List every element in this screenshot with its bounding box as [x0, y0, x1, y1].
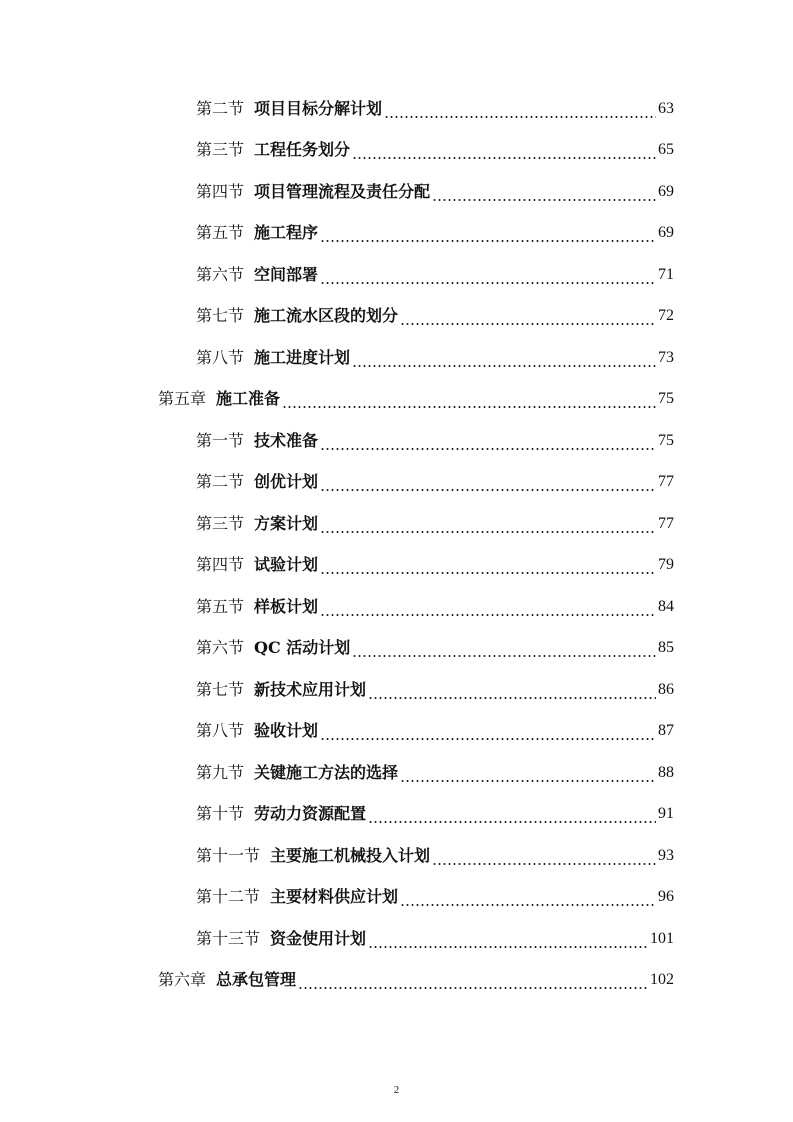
toc-entry-page: 75	[658, 431, 674, 449]
toc-entry-title: 样板计划	[254, 596, 319, 616]
toc-entry[interactable]	[0, 254, 674, 296]
toc-leader-dots	[320, 489, 656, 491]
toc-entry-title: 总承包管理	[216, 970, 297, 990]
toc-entry-title: 试验计划	[254, 555, 319, 575]
toc-entry-page: 84	[658, 597, 674, 615]
toc-entry-number: 第五节	[196, 596, 245, 616]
toc-entry[interactable]	[0, 835, 674, 877]
toc-entry[interactable]	[0, 586, 674, 628]
toc-entry[interactable]	[0, 171, 674, 213]
toc-entry[interactable]	[0, 918, 674, 960]
page-number: 2	[393, 1084, 400, 1096]
toc-entry-page: 85	[658, 639, 674, 657]
toc-leader-dots	[320, 738, 656, 740]
toc-entry-title: 主要施工机械投入计划	[270, 845, 431, 865]
toc-leader-dots	[400, 780, 656, 782]
toc-entry[interactable]	[0, 669, 674, 711]
toc-entry-number: 第二节	[196, 98, 245, 118]
toc-entry-title: 工程任务划分	[254, 140, 351, 160]
toc-entry-page: 86	[658, 680, 674, 698]
toc-entry-page: 69	[658, 182, 674, 200]
toc-entry-page: 88	[658, 763, 674, 781]
toc-entry-title: 关键施工方法的选择	[254, 762, 399, 782]
toc-entry[interactable]	[0, 130, 674, 172]
toc-leader-dots	[384, 116, 656, 118]
toc-entry-number: 第四节	[196, 181, 245, 201]
table-of-contents	[0, 88, 793, 1001]
toc-entry-title: 主要材料供应计划	[270, 887, 399, 907]
toc-leader-dots	[400, 904, 656, 906]
toc-entry-number: 第五节	[196, 223, 245, 243]
toc-leader-dots	[368, 946, 648, 948]
toc-entry-page: 101	[650, 929, 674, 947]
toc-entry-title: 项目管理流程及责任分配	[254, 181, 431, 201]
toc-leader-dots	[320, 531, 656, 533]
toc-entry-page: 65	[658, 141, 674, 159]
toc-entry-title: 新技术应用计划	[254, 679, 367, 699]
toc-entry-number: 第六节	[196, 638, 245, 658]
toc-entry-number: 第七节	[196, 679, 245, 699]
toc-entry-page: 79	[658, 556, 674, 574]
toc-entry-number: 第七节	[196, 306, 245, 326]
toc-entry[interactable]	[0, 628, 674, 670]
toc-entry-page: 72	[658, 307, 674, 325]
toc-entry-number: 第十一节	[196, 845, 261, 865]
toc-entry-page: 93	[658, 846, 674, 864]
toc-entry[interactable]	[0, 711, 674, 753]
toc-entry-number: 第十三节	[196, 928, 261, 948]
toc-entry-title: 施工准备	[216, 389, 281, 409]
toc-entry-number: 第八节	[196, 721, 245, 741]
toc-leader-dots	[298, 987, 648, 989]
toc-leader-dots	[320, 240, 656, 242]
toc-leader-dots	[400, 323, 656, 325]
toc-entry[interactable]	[0, 88, 674, 130]
toc-entry-title: 资金使用计划	[270, 928, 367, 948]
toc-entry[interactable]	[0, 503, 674, 545]
toc-entry-title: 验收计划	[254, 721, 319, 741]
toc-entry-page: 77	[658, 514, 674, 532]
toc-leader-dots	[352, 157, 656, 159]
toc-entry[interactable]	[0, 296, 674, 338]
toc-entry-page: 96	[658, 888, 674, 906]
toc-entry-page: 75	[658, 390, 674, 408]
toc-entry-page: 91	[658, 805, 674, 823]
toc-entry-number: 第一节	[196, 430, 245, 450]
toc-entry-number: 第九节	[196, 762, 245, 782]
toc-leader-dots	[368, 697, 656, 699]
toc-leader-dots	[432, 863, 656, 865]
toc-entry-title: 施工流水区段的划分	[254, 306, 399, 326]
toc-leader-dots	[320, 448, 656, 450]
toc-entry[interactable]	[0, 420, 674, 462]
toc-entry-title: 空间部署	[254, 264, 319, 284]
toc-entry[interactable]	[0, 545, 674, 587]
toc-entry-number: 第二节	[196, 472, 245, 492]
toc-entry-number: 第十二节	[196, 887, 261, 907]
toc-entry-page: 87	[658, 722, 674, 740]
toc-entry-number: 第五章	[158, 389, 207, 409]
toc-leader-dots	[352, 655, 656, 657]
toc-entry[interactable]	[0, 960, 674, 1002]
toc-entry-page: 71	[658, 265, 674, 283]
toc-entry-number: 第六节	[196, 264, 245, 284]
toc-entry-number: 第六章	[158, 970, 207, 990]
toc-entry-title: 劳动力资源配置	[254, 804, 367, 824]
toc-entry-title: 创优计划	[254, 472, 319, 492]
toc-entry[interactable]	[0, 877, 674, 919]
toc-entry-title: QC 活动计划	[254, 638, 351, 658]
toc-entry-title: 施工进度计划	[254, 347, 351, 367]
toc-entry-page: 73	[658, 348, 674, 366]
toc-entry[interactable]	[0, 462, 674, 504]
toc-leader-dots	[282, 406, 656, 408]
toc-entry-title: 方案计划	[254, 513, 319, 533]
toc-entry-page: 63	[658, 99, 674, 117]
toc-entry[interactable]	[0, 794, 674, 836]
toc-entry[interactable]	[0, 379, 674, 421]
toc-entry-number: 第三节	[196, 140, 245, 160]
toc-leader-dots	[320, 282, 656, 284]
toc-entry-number: 第三节	[196, 513, 245, 533]
toc-entry-page: 69	[658, 224, 674, 242]
toc-entry-number: 第八节	[196, 347, 245, 367]
toc-entry-title: 施工程序	[254, 223, 319, 243]
toc-leader-dots	[320, 614, 656, 616]
toc-entry-title: 项目目标分解计划	[254, 98, 383, 118]
toc-entry-title: 技术准备	[254, 430, 319, 450]
toc-entry-page: 102	[650, 971, 674, 989]
toc-entry-page: 77	[658, 473, 674, 491]
toc-entry[interactable]	[0, 337, 674, 379]
toc-entry[interactable]	[0, 752, 674, 794]
toc-leader-dots	[352, 365, 656, 367]
toc-leader-dots	[368, 821, 656, 823]
toc-leader-dots	[320, 572, 656, 574]
toc-entry-number: 第四节	[196, 555, 245, 575]
toc-entry[interactable]	[0, 213, 674, 255]
toc-entry-number: 第十节	[196, 804, 245, 824]
toc-leader-dots	[432, 199, 656, 201]
